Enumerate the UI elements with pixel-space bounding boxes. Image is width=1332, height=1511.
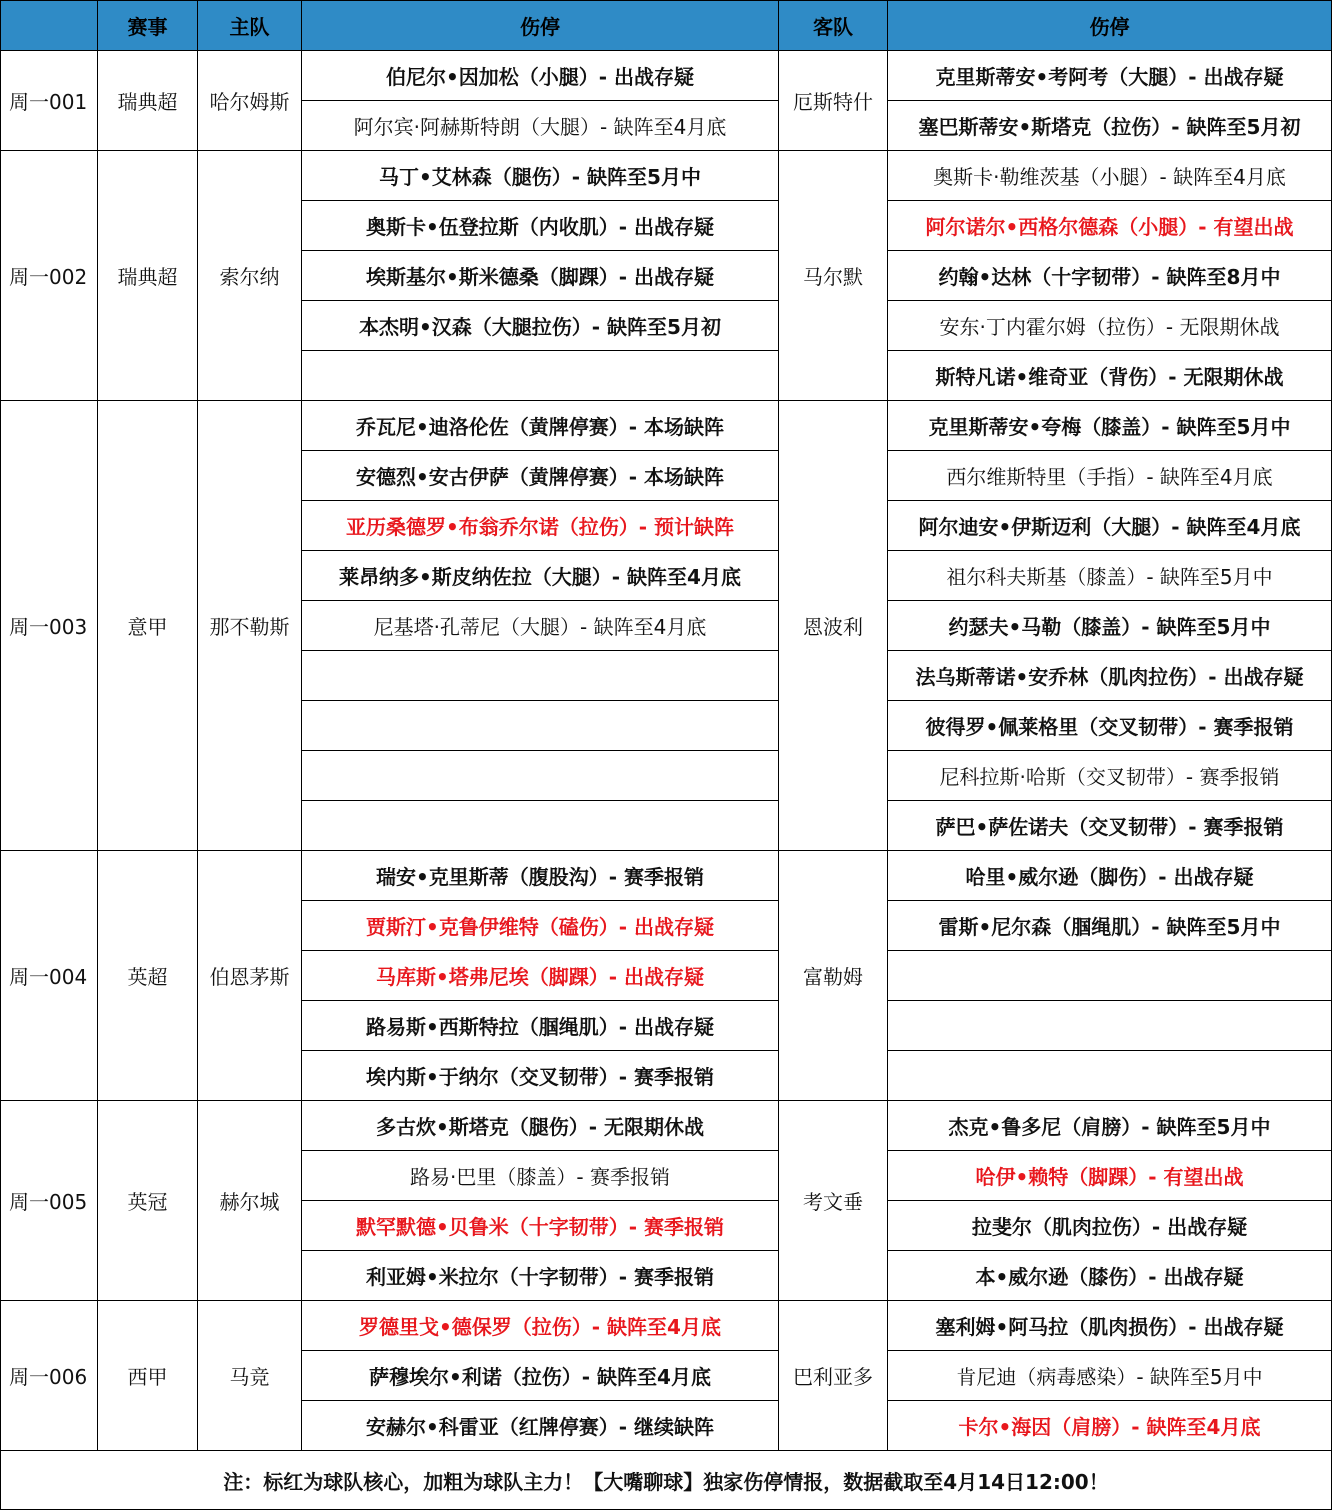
header-row: [1, 1, 1332, 51]
home-injury-cell: 利亚姆•米拉尔（十字韧带）- 赛季报销: [302, 1251, 779, 1301]
header-league: 赛事: [98, 1, 198, 51]
away-injury-cell: 克里斯蒂安•考阿考（大腿）- 出战存疑: [888, 51, 1332, 101]
home-injury-cell: 贾斯汀•克鲁伊维特（磕伤）- 出战存疑: [302, 901, 779, 951]
league-cell: 英超: [98, 851, 198, 1101]
away-injury-cell: 肯尼迪（病毒感染）- 缺阵至5月中: [888, 1351, 1332, 1401]
away-team-cell: 马尔默: [779, 151, 888, 401]
injury-row: [1, 851, 1332, 901]
home-injury-cell: 默罕默德•贝鲁米（十字韧带）- 赛季报销: [302, 1201, 779, 1251]
away-injury-cell: 法乌斯蒂诺•安乔林（肌肉拉伤）- 出战存疑: [888, 651, 1332, 701]
match-id-cell: 周一004: [1, 851, 98, 1101]
home-injury-cell: 亚历桑德罗•布翁乔尔诺（拉伤）- 预计缺阵: [302, 501, 779, 551]
away-injury-cell: 尼科拉斯·哈斯（交叉韧带）- 赛季报销: [888, 751, 1332, 801]
home-team-cell: 哈尔姆斯: [198, 51, 302, 151]
home-team-cell: 马竞: [198, 1301, 302, 1451]
footnote: 注：标红为球队核心，加粗为球队主力！【大嘴聊球】独家伤停情报，数据截取至4月14日12:00！: [1, 1451, 1332, 1510]
league-cell: 瑞典超: [98, 151, 198, 401]
away-injury-cell: 约翰•达林（十字韧带）- 缺阵至8月中: [888, 251, 1332, 301]
home-injury-cell: 莱昂纳多•斯皮纳佐拉（大腿）- 缺阵至4月底: [302, 551, 779, 601]
away-injury-cell: 阿尔迪安•伊斯迈利（大腿）- 缺阵至4月底: [888, 501, 1332, 551]
away-injury-cell: [888, 1001, 1332, 1051]
home-team-cell: 索尔纳: [198, 151, 302, 401]
away-team-cell: 富勒姆: [779, 851, 888, 1101]
away-injury-cell: 阿尔诺尔•西格尔德森（小腿）- 有望出战: [888, 201, 1332, 251]
away-team-cell: 考文垂: [779, 1101, 888, 1301]
league-cell: 瑞典超: [98, 51, 198, 151]
injury-row: [1, 1301, 1332, 1351]
match-id-cell: 周一002: [1, 151, 98, 401]
home-injury-cell: 乔瓦尼•迪洛伦佐（黄牌停赛）- 本场缺阵: [302, 401, 779, 451]
away-injury-cell: 西尔维斯特里（手指）- 缺阵至4月底: [888, 451, 1332, 501]
away-injury-cell: 奥斯卡·勒维茨基（小腿）- 缺阵至4月底: [888, 151, 1332, 201]
header-away-injuries: 伤停: [888, 1, 1332, 51]
away-injury-cell: 雷斯•尼尔森（腘绳肌）- 缺阵至5月中: [888, 901, 1332, 951]
match-id-cell: 周一006: [1, 1301, 98, 1451]
footnote-row: [1, 1451, 1332, 1510]
away-injury-cell: 杰克•鲁多尼（肩膀）- 缺阵至5月中: [888, 1101, 1332, 1151]
away-injury-cell: 塞利姆•阿马拉（肌肉损伤）- 出战存疑: [888, 1301, 1332, 1351]
header-match-id: [1, 1, 98, 51]
away-injury-cell: 本•威尔逊（膝伤）- 出战存疑: [888, 1251, 1332, 1301]
away-injury-cell: [888, 1051, 1332, 1101]
match-id-cell: 周一001: [1, 51, 98, 151]
home-injury-cell: [302, 751, 779, 801]
away-injury-cell: 斯特凡诺•维奇亚（背伤）- 无限期休战: [888, 351, 1332, 401]
injury-row: [1, 51, 1332, 101]
home-injury-cell: 安德烈•安古伊萨（黄牌停赛）- 本场缺阵: [302, 451, 779, 501]
injury-row: [1, 1101, 1332, 1151]
away-injury-cell: 卡尔•海因（肩膀）- 缺阵至4月底: [888, 1401, 1332, 1451]
home-injury-cell: 萨穆埃尔•利诺（拉伤）- 缺阵至4月底: [302, 1351, 779, 1401]
away-injury-cell: 拉斐尔（肌肉拉伤）- 出战存疑: [888, 1201, 1332, 1251]
away-injury-cell: 安东·丁内霍尔姆（拉伤）- 无限期休战: [888, 301, 1332, 351]
injury-row: [1, 401, 1332, 451]
away-injury-cell: 约瑟夫•马勒（膝盖）- 缺阵至5月中: [888, 601, 1332, 651]
home-injury-cell: 埃内斯•于纳尔（交叉韧带）- 赛季报销: [302, 1051, 779, 1101]
home-team-cell: 伯恩茅斯: [198, 851, 302, 1101]
home-team-cell: 那不勒斯: [198, 401, 302, 851]
away-injury-cell: 哈里•威尔逊（脚伤）- 出战存疑: [888, 851, 1332, 901]
away-team-cell: 恩波利: [779, 401, 888, 851]
away-team-cell: 厄斯特什: [779, 51, 888, 151]
header-away-team: 客队: [779, 1, 888, 51]
league-cell: 西甲: [98, 1301, 198, 1451]
home-injury-cell: 尼基塔·孔蒂尼（大腿）- 缺阵至4月底: [302, 601, 779, 651]
home-injury-cell: [302, 651, 779, 701]
injury-table-body: [1, 51, 1332, 1451]
home-injury-cell: 多古炊•斯塔克（腿伤）- 无限期休战: [302, 1101, 779, 1151]
away-injury-cell: 祖尔科夫斯基（膝盖）- 缺阵至5月中: [888, 551, 1332, 601]
away-injury-cell: 哈伊•赖特（脚踝）- 有望出战: [888, 1151, 1332, 1201]
league-cell: 英冠: [98, 1101, 198, 1301]
league-cell: 意甲: [98, 401, 198, 851]
home-injury-cell: 路易斯•西斯特拉（腘绳肌）- 出战存疑: [302, 1001, 779, 1051]
home-injury-cell: 本杰明•汉森（大腿拉伤）- 缺阵至5月初: [302, 301, 779, 351]
header-home-injuries: 伤停: [302, 1, 779, 51]
home-injury-cell: 罗德里戈•德保罗（拉伤）- 缺阵至4月底: [302, 1301, 779, 1351]
away-injury-cell: [888, 951, 1332, 1001]
injury-row: [1, 151, 1332, 201]
away-injury-cell: 萨巴•萨佐诺夫（交叉韧带）- 赛季报销: [888, 801, 1332, 851]
header-home-team: 主队: [198, 1, 302, 51]
home-injury-cell: 奥斯卡•伍登拉斯（内收肌）- 出战存疑: [302, 201, 779, 251]
home-injury-cell: 埃斯基尔•斯米德桑（脚踝）- 出战存疑: [302, 251, 779, 301]
home-injury-cell: 马库斯•塔弗尼埃（脚踝）- 出战存疑: [302, 951, 779, 1001]
home-injury-cell: [302, 701, 779, 751]
home-team-cell: 赫尔城: [198, 1101, 302, 1301]
away-injury-cell: 克里斯蒂安•夸梅（膝盖）- 缺阵至5月中: [888, 401, 1332, 451]
home-injury-cell: 马丁•艾林森（腿伤）- 缺阵至5月中: [302, 151, 779, 201]
home-injury-cell: 安赫尔•科雷亚（红牌停赛）- 继续缺阵: [302, 1401, 779, 1451]
match-id-cell: 周一005: [1, 1101, 98, 1301]
match-id-cell: 周一003: [1, 401, 98, 851]
away-team-cell: 巴利亚多: [779, 1301, 888, 1451]
home-injury-cell: 阿尔宾·阿赫斯特朗（大腿）- 缺阵至4月底: [302, 101, 779, 151]
home-injury-cell: 瑞安•克里斯蒂（腹股沟）- 赛季报销: [302, 851, 779, 901]
home-injury-cell: 路易·巴里（膝盖）- 赛季报销: [302, 1151, 779, 1201]
home-injury-cell: [302, 801, 779, 851]
home-injury-cell: [302, 351, 779, 401]
home-injury-cell: 伯尼尔•因加松（小腿）- 出战存疑: [302, 51, 779, 101]
away-injury-cell: 塞巴斯蒂安•斯塔克（拉伤）- 缺阵至5月初: [888, 101, 1332, 151]
away-injury-cell: 彼得罗•佩莱格里（交叉韧带）- 赛季报销: [888, 701, 1332, 751]
